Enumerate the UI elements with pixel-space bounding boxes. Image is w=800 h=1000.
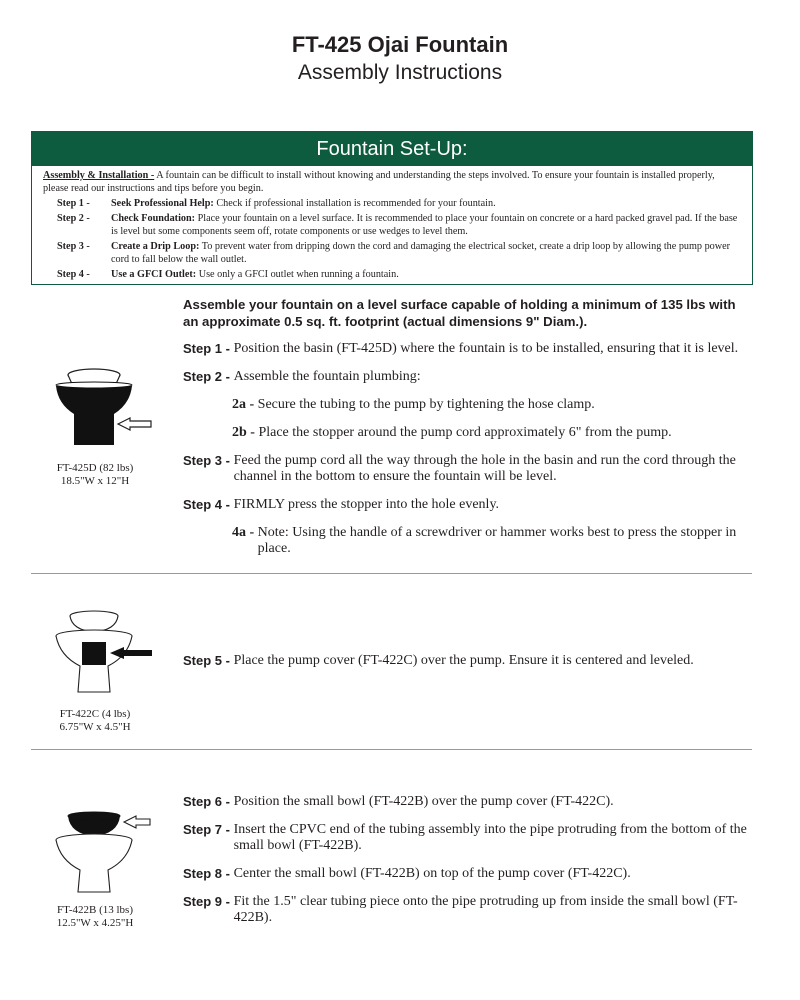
setup-body (32, 166, 752, 281)
basin-illustration (52, 362, 162, 452)
step-number: Step 5 - (183, 653, 234, 668)
step-text: Note: Using the handle of a screwdriver or hammer works best to press the stopper in place. (257, 525, 737, 556)
setup-step-title: Seek Professional Help: (111, 198, 214, 209)
step-9 (183, 894, 758, 926)
step-number: 4a - (232, 525, 258, 540)
part-dimensions: 6.75"W x 4.5"H (59, 721, 131, 733)
part-id: FT-422B (13 lbs) (57, 904, 133, 916)
step-number: 2b - (232, 425, 259, 440)
step-number: Step 2 - (183, 369, 234, 384)
step-number: 2a - (232, 397, 258, 412)
step-number: Step 8 - (183, 866, 234, 881)
setup-step-text: To prevent water from dripping down the cord and damaging the electrical socket, create a drip loop by allowing the pump power cord to fall below the wall outlet. (111, 241, 731, 265)
section-divider (31, 749, 752, 750)
step-number: Step 3 - (183, 453, 234, 468)
step-5 (183, 653, 758, 669)
step-text: Fit the 1.5" clear tubing piece onto the pipe protruding up from inside the small bowl (FT-422B). (233, 894, 738, 925)
setup-intro-label: Assembly & Installation - (43, 170, 155, 181)
step-text: FIRMLY press the stopper into the hole evenly. (233, 497, 500, 512)
step-2 (183, 369, 758, 385)
step-4 (183, 497, 758, 513)
section-divider (31, 573, 752, 574)
setup-step-text: Place your fountain on a level surface. It is recommended to place your fountain on concrete or a hard packed gravel pad. If the base is level but some components seem off, rotate components or use wedges to level them. (111, 213, 738, 237)
setup-step-number: Step 2 - (57, 213, 90, 224)
setup-step-text: Use only a GFCI outlet when running a fountain. (196, 269, 399, 280)
step-text: Place the pump cover (FT-422C) over the pump. Ensure it is centered and leveled. (233, 653, 694, 668)
step-text: Insert the CPVC end of the tubing assembly into the pipe protruding from the bottom of the small bowl (FT-422B). (233, 822, 747, 853)
step-8 (183, 866, 758, 882)
setup-intro-text: A fountain can be difficult to install without knowing and understanding the steps involved. To ensure your fountain is installed properly, please read our instructions and tips before you begin. (43, 170, 715, 194)
part-caption-ft-422c (30, 708, 160, 734)
step-3 (183, 453, 758, 485)
page-title: FT-425 Ojai Fountain (291, 32, 509, 57)
setup-intro (43, 169, 742, 195)
step-number: Step 1 - (183, 341, 234, 356)
step-number: Step 9 - (183, 894, 234, 909)
fountain-setup-box (31, 131, 753, 285)
setup-heading: Fountain Set-Up: (32, 132, 752, 166)
step-text: Position the small bowl (FT-422B) over the pump cover (FT-422C). (233, 794, 614, 809)
setup-step-text: Check if professional installation is recommended for your fountain. (213, 198, 496, 209)
part-id: FT-425D (82 lbs) (56, 462, 134, 474)
step-2a (232, 397, 754, 413)
step-7 (183, 822, 758, 854)
small-bowl-illustration (52, 806, 162, 898)
page-subtitle: Assembly Instructions (297, 61, 503, 84)
setup-step-number: Step 4 - (57, 269, 90, 280)
step-number: Step 4 - (183, 497, 234, 512)
step-text: Feed the pump cord all the way through the hole in the basin and run the cord through the channel in the bottom to ensure the fountain will be level. (233, 453, 736, 484)
setup-step-title: Create a Drip Loop: (111, 241, 200, 252)
part-id: FT-422C (4 lbs) (59, 708, 131, 720)
step-4a (232, 525, 754, 557)
assembly-requirements: Assemble your fountain on a level surface capable of holding a minimum of 135 lbs with an approximate 0.5 sq. ft. footprint (actual dimensions 9" Diam.). (183, 297, 736, 329)
step-text: Secure the tubing to the pump by tightening the hose clamp. (257, 397, 595, 412)
step-6 (183, 794, 758, 810)
step-text: Position the basin (FT-425D) where the fountain is to be installed, ensuring that it is level. (233, 341, 739, 356)
setup-step (43, 212, 742, 238)
setup-step (43, 268, 742, 281)
step-text: Assemble the fountain plumbing: (233, 369, 421, 384)
step-text: Place the stopper around the pump cord approximately 6" from the pump. (258, 425, 672, 440)
pump-cover-illustration (52, 604, 162, 696)
part-caption-ft-422b (30, 904, 160, 930)
setup-step-number: Step 3 - (57, 241, 90, 252)
step-number: Step 7 - (183, 822, 234, 837)
part-dimensions: 18.5"W x 12"H (60, 475, 130, 487)
step-2b (232, 425, 754, 441)
setup-step-number: Step 1 - (57, 198, 90, 209)
step-number: Step 6 - (183, 794, 234, 809)
step-text: Center the small bowl (FT-422B) on top of the pump cover (FT-422C). (233, 866, 631, 881)
setup-step-title: Check Foundation: (111, 213, 196, 224)
setup-step (43, 197, 742, 210)
part-caption-ft-425d (30, 462, 160, 488)
setup-step (43, 240, 742, 266)
step-1 (183, 341, 758, 357)
part-dimensions: 12.5"W x 4.25"H (56, 917, 134, 929)
setup-step-title: Use a GFCI Outlet: (111, 269, 197, 280)
